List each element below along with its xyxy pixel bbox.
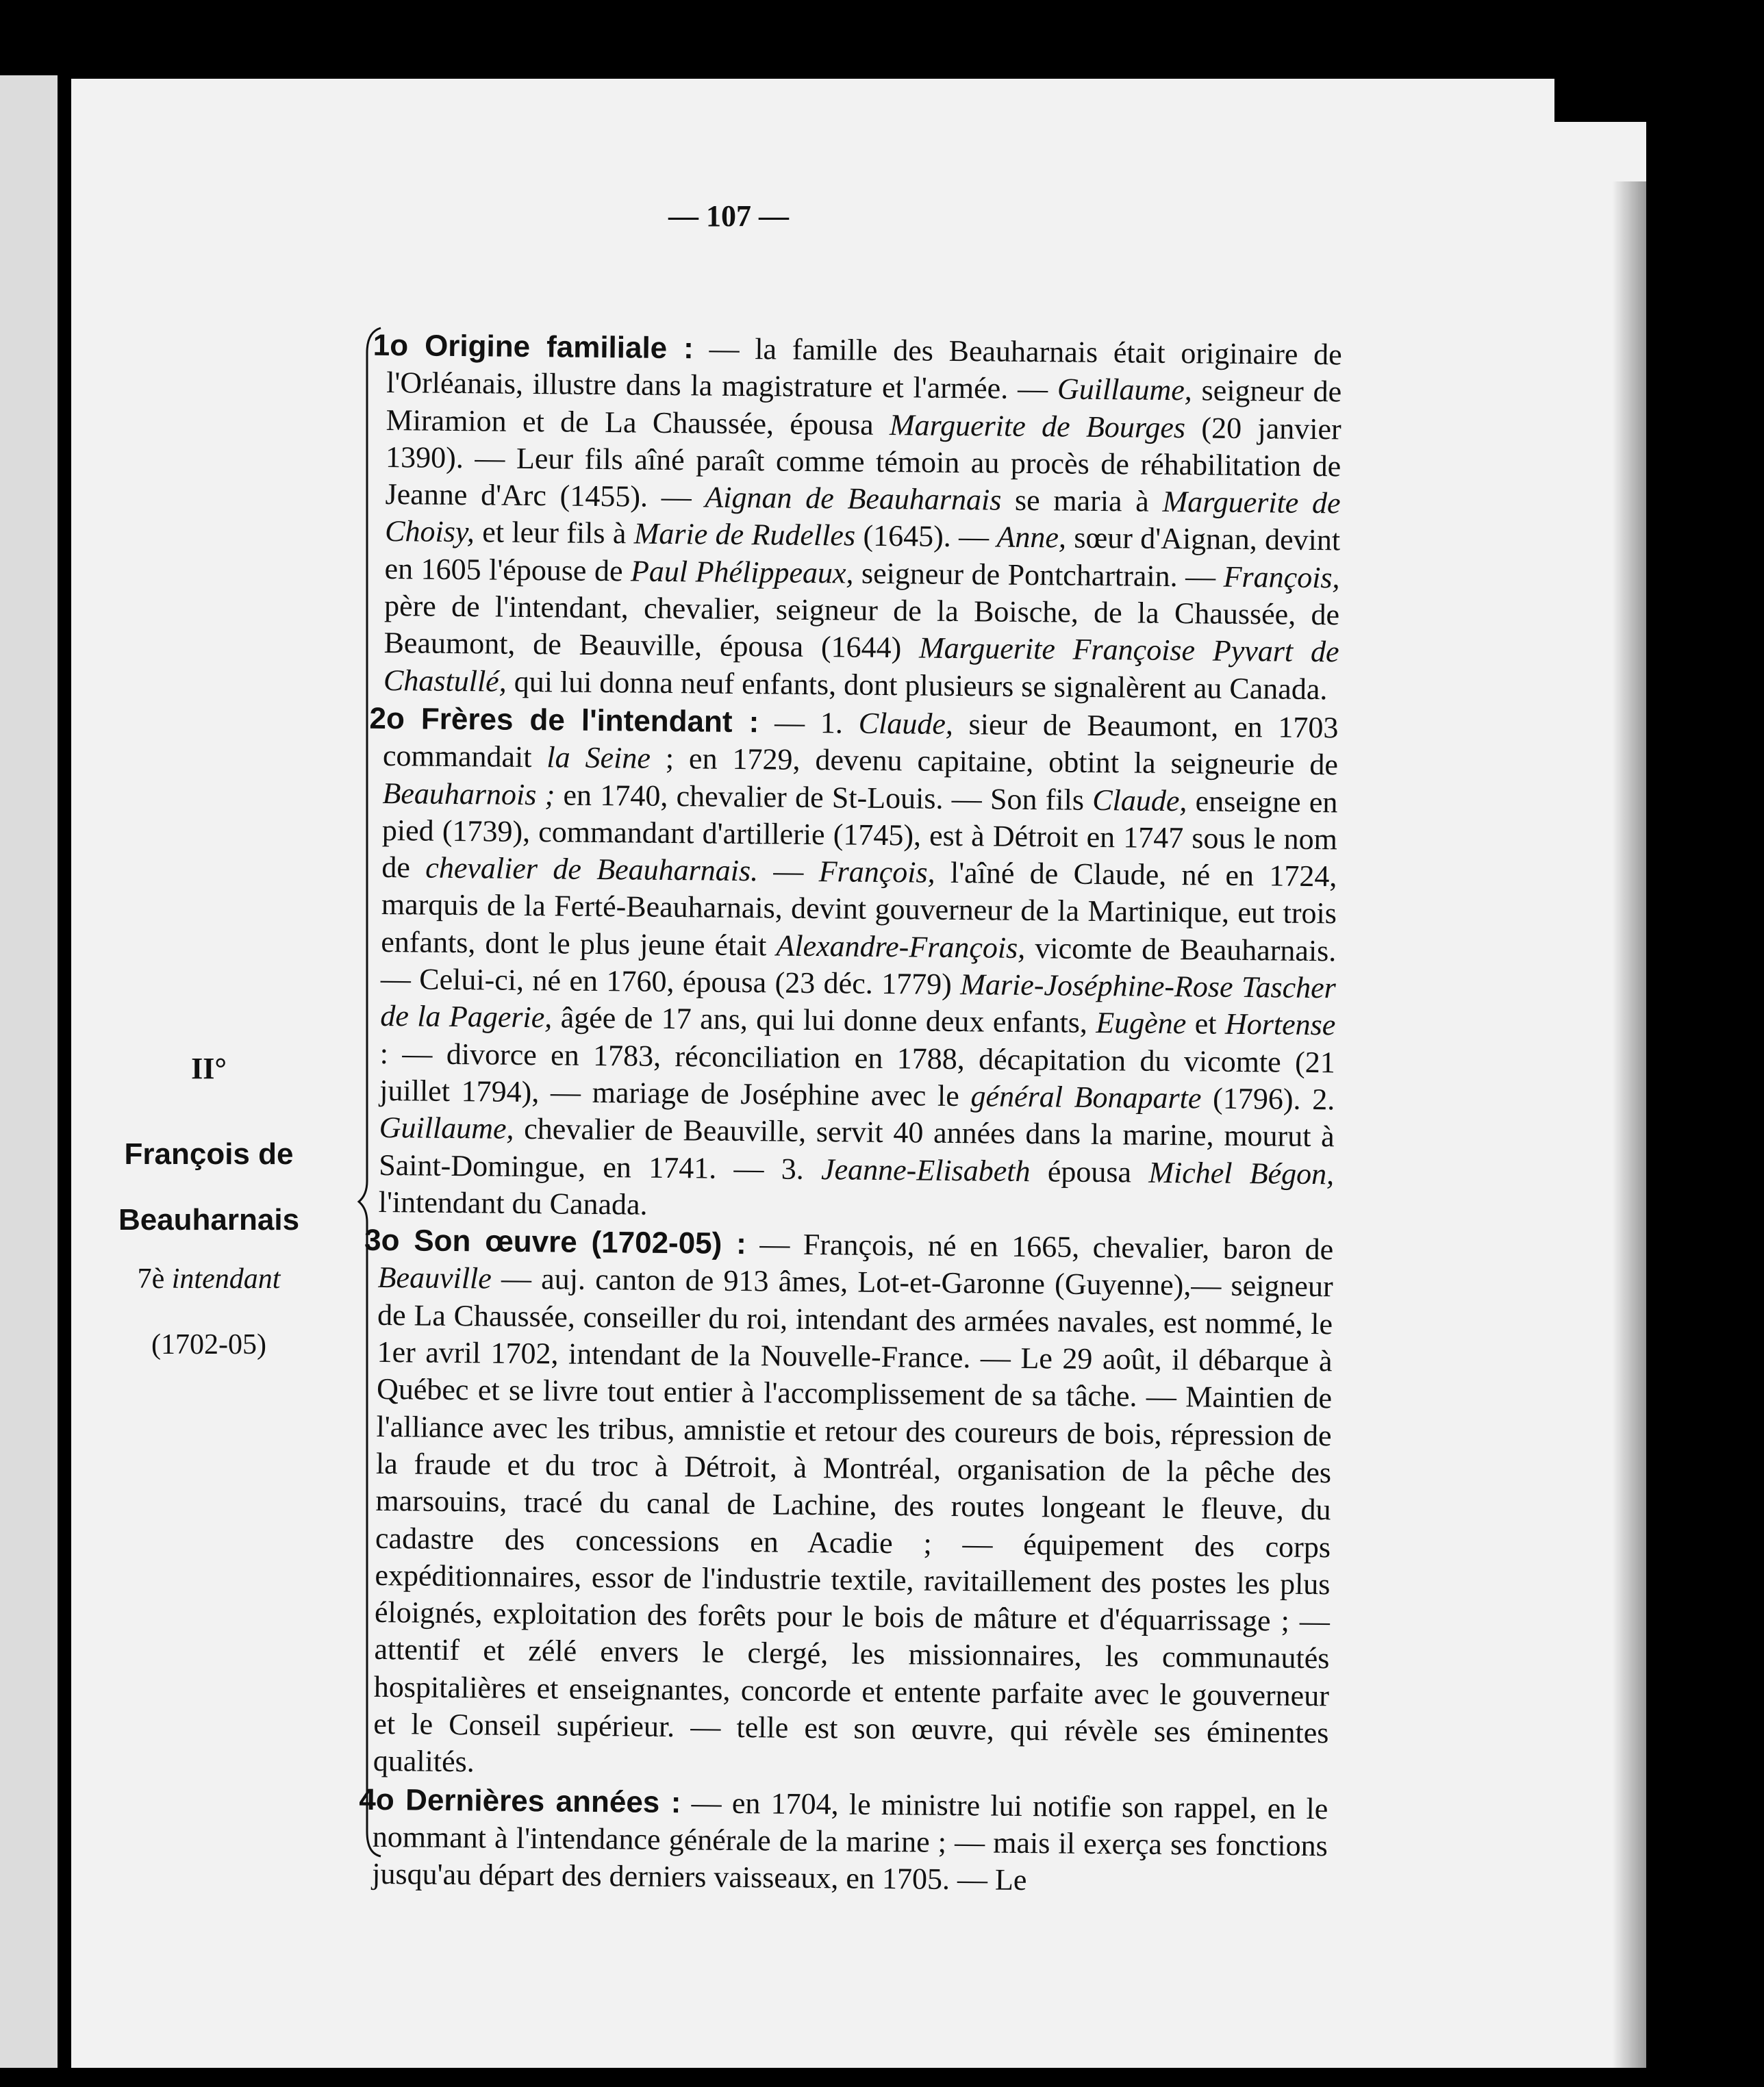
text-run: (1645). —: [855, 519, 997, 555]
text-run: père de l'intendant, chevalier, seigneur de la Boische, de la Chaussée, de Beaumont, de Beauville, épousa (1644): [383, 589, 1340, 665]
text-run: sieur de Beaumont, en 1703 commandait: [382, 707, 1339, 774]
italic-text-run: chevalier de Beauharnais.: [425, 850, 759, 888]
section-dernieres-annees: [359, 1781, 1328, 1901]
text-run: épousa: [1030, 1154, 1149, 1189]
italic-text-run: Claude,: [858, 706, 954, 741]
section-body: [379, 705, 1339, 1221]
italic-text-run: Claude,: [1092, 783, 1187, 818]
marginal-note-name-line1: François de: [124, 1137, 294, 1171]
text-run: — 1.: [759, 705, 859, 740]
text-run: seigneur de Miramion et de La Chaussée, épousa: [386, 373, 1342, 442]
italic-text-run: Eugène: [1096, 1006, 1187, 1041]
marginal-note-name-line2: Beauharnais: [118, 1203, 300, 1237]
text-run: ; en 1729, devenu capitaine, obtint la seigneurie de: [650, 741, 1339, 782]
marginal-note-years: (1702-05): [151, 1329, 266, 1361]
section-heading: 1o Origine familiale :: [373, 328, 694, 366]
text-run: qui lui donna neuf enfants, dont plusieurs se signalèrent au Canada.: [506, 664, 1328, 706]
section-heading: 3o Son œuvre (1702-05) :: [364, 1223, 746, 1261]
section-body: [383, 331, 1342, 706]
text-run: — la famille des Beauharnais était originaire de l'Orléanais, illustre dans la magistrature et l'armée. —: [386, 331, 1342, 406]
italic-text-run: Marie-Joséphine-Rose Tascher de la Pagerie,: [380, 967, 1337, 1035]
italic-text-run: Hortense: [1224, 1007, 1336, 1042]
italic-text-run: Aignan de Beauharnais: [705, 480, 1002, 517]
section-freres-intendant: [369, 700, 1339, 1230]
text-run: se maria à: [1001, 483, 1163, 519]
italic-text-run: François,: [1223, 559, 1340, 595]
marginal-note-role-number: 7è: [137, 1263, 165, 1295]
page-number: — 107 —: [668, 199, 789, 233]
italic-text-run: Alexandre-François,: [776, 928, 1026, 965]
italic-text-run: Jeanne-Elisabeth: [820, 1152, 1031, 1188]
italic-text-run: Paul Phélippeaux,: [630, 554, 854, 590]
italic-text-run: Beauville: [377, 1261, 492, 1295]
text-run: l'intendant du Canada.: [378, 1185, 648, 1222]
marginal-note-role: [75, 1263, 342, 1295]
italic-text-run: François,: [818, 855, 935, 889]
section-heading: 4o Dernières années :: [359, 1782, 681, 1819]
italic-text-run: général Bonaparte: [970, 1079, 1202, 1115]
text-run: et: [1186, 1007, 1226, 1041]
italic-text-run: Marie de Rudelles: [633, 516, 856, 553]
italic-text-run: Michel Bégon,: [1148, 1155, 1335, 1191]
section-body: [373, 1227, 1334, 1778]
text-run: l'aîné de Claude, né en 1724, marquis de la Ferté-Beauharnais, devint gouverneur de la Martinique, eut trois enfants, dont le plus jeune était: [381, 855, 1337, 963]
text-run: — François, né en 1665, chevalier, baron de: [746, 1227, 1334, 1267]
italic-text-run: Anne,: [996, 520, 1067, 555]
text-run: enseigne en pied (1739), commandant d'artillerie (1745), est à Détroit en 1747 sous le nom de: [381, 783, 1338, 885]
italic-text-run: Marguerite de Bourges: [889, 407, 1186, 444]
italic-text-run: Marguerite Françoise Pyvart de Chastullé,: [383, 631, 1339, 698]
italic-text-run: Guillaume,: [379, 1111, 514, 1146]
italic-text-run: Guillaume,: [1057, 372, 1193, 407]
text-run: âgée de 17 ans, qui lui donne deux enfants,: [552, 1000, 1096, 1040]
scan-corner-mark: [1554, 0, 1698, 122]
italic-text-run: Beauharnois ;: [382, 776, 555, 811]
italic-text-run: Marguerite de Choisy,: [384, 485, 1341, 549]
adjacent-page-strip: [0, 75, 59, 2068]
section-origine-familiale: [373, 327, 1342, 708]
text-run: sœur d'Aignan, devint en 1605 l'épouse de: [384, 521, 1341, 588]
section-son-oeuvre: [364, 1222, 1334, 1789]
page-gutter-shadow: [58, 75, 71, 2068]
text-run: — en 1704, le ministre lui notifie son rappel, en le nommant à l'intendance générale de la marine ; — mais il exerça ses fonctions jusqu'au départ des derniers vaisseaux, en 1705. — Le: [372, 1785, 1328, 1897]
text-run: seigneur de Pontchartrain. —: [853, 556, 1224, 594]
text-run: —: [757, 854, 820, 889]
marginal-note-number: II°: [191, 1052, 227, 1085]
main-text: [359, 327, 1342, 1902]
text-run: — auj. canton de 913 âmes, Lot-et-Garonne (Guyenne),— seigneur de La Chaussée, conseiller du roi, intendant des armées navales, est nommé, le 1er avril 1702, intendant de la Nouvelle-France. — Le 29 août, il débarque à Québec et se livre tout entier à l'accomplissement de sa tâche. — Maintien de l'alliance avec les tribus, amnistie et retour des coureurs de bois, répression de la fraude et du troc à Détroit, à Montréal, organisation de la pêche des marsouins, tracé du canal de Lachine, des routes longeant le fleuve, du cadastre des concessions en Acadie ; — équipement des corps expéditionnaires, essor de l'industrie textile, ravitaillement des postes les plus éloignés, exploitation des forêts pour le bois de mâture et d'équarrissage ; — attentif et zélé envers le clergé, les missionnaires, les communautés hospitalières et enseignantes, concorde et entente parfaite avec le gouverneur et le Conseil supérieur. — telle est son œuvre, qui révèle ses éminentes qualités.: [373, 1261, 1333, 1779]
text-run: et leur fils à: [474, 515, 634, 551]
text-run: vicomte de Beauharnais. — Celui-ci, né en 1760, épousa (23 déc. 1779): [380, 931, 1337, 1002]
text-run: (1796). 2.: [1201, 1081, 1335, 1117]
marginal-note: [75, 1051, 342, 1361]
section-heading: 2o Frères de l'intendant :: [369, 701, 759, 739]
text-run: (20 janvier 1390). — Leur fils aîné paraît comme témoin au procès de réhabilitation de Jeanne d'Arc (1455). —: [385, 410, 1341, 514]
marginal-note-role-text: intendant: [171, 1263, 281, 1295]
text-run: chevalier de Beauville, servit 40 années dans la marine, mourut à Saint-Domingue, en 1741. — 3.: [379, 1112, 1335, 1186]
page-curve-shadow: [1612, 181, 1646, 2068]
italic-text-run: la Seine: [546, 740, 651, 775]
text-run: en 1740, chevalier de St-Louis. — Son fils: [555, 777, 1093, 817]
text-run: : — divorce en 1783, réconciliation en 1788, décapitation du vicomte (21 juillet 1794), — mariage de Joséphine avec le: [379, 1036, 1335, 1113]
